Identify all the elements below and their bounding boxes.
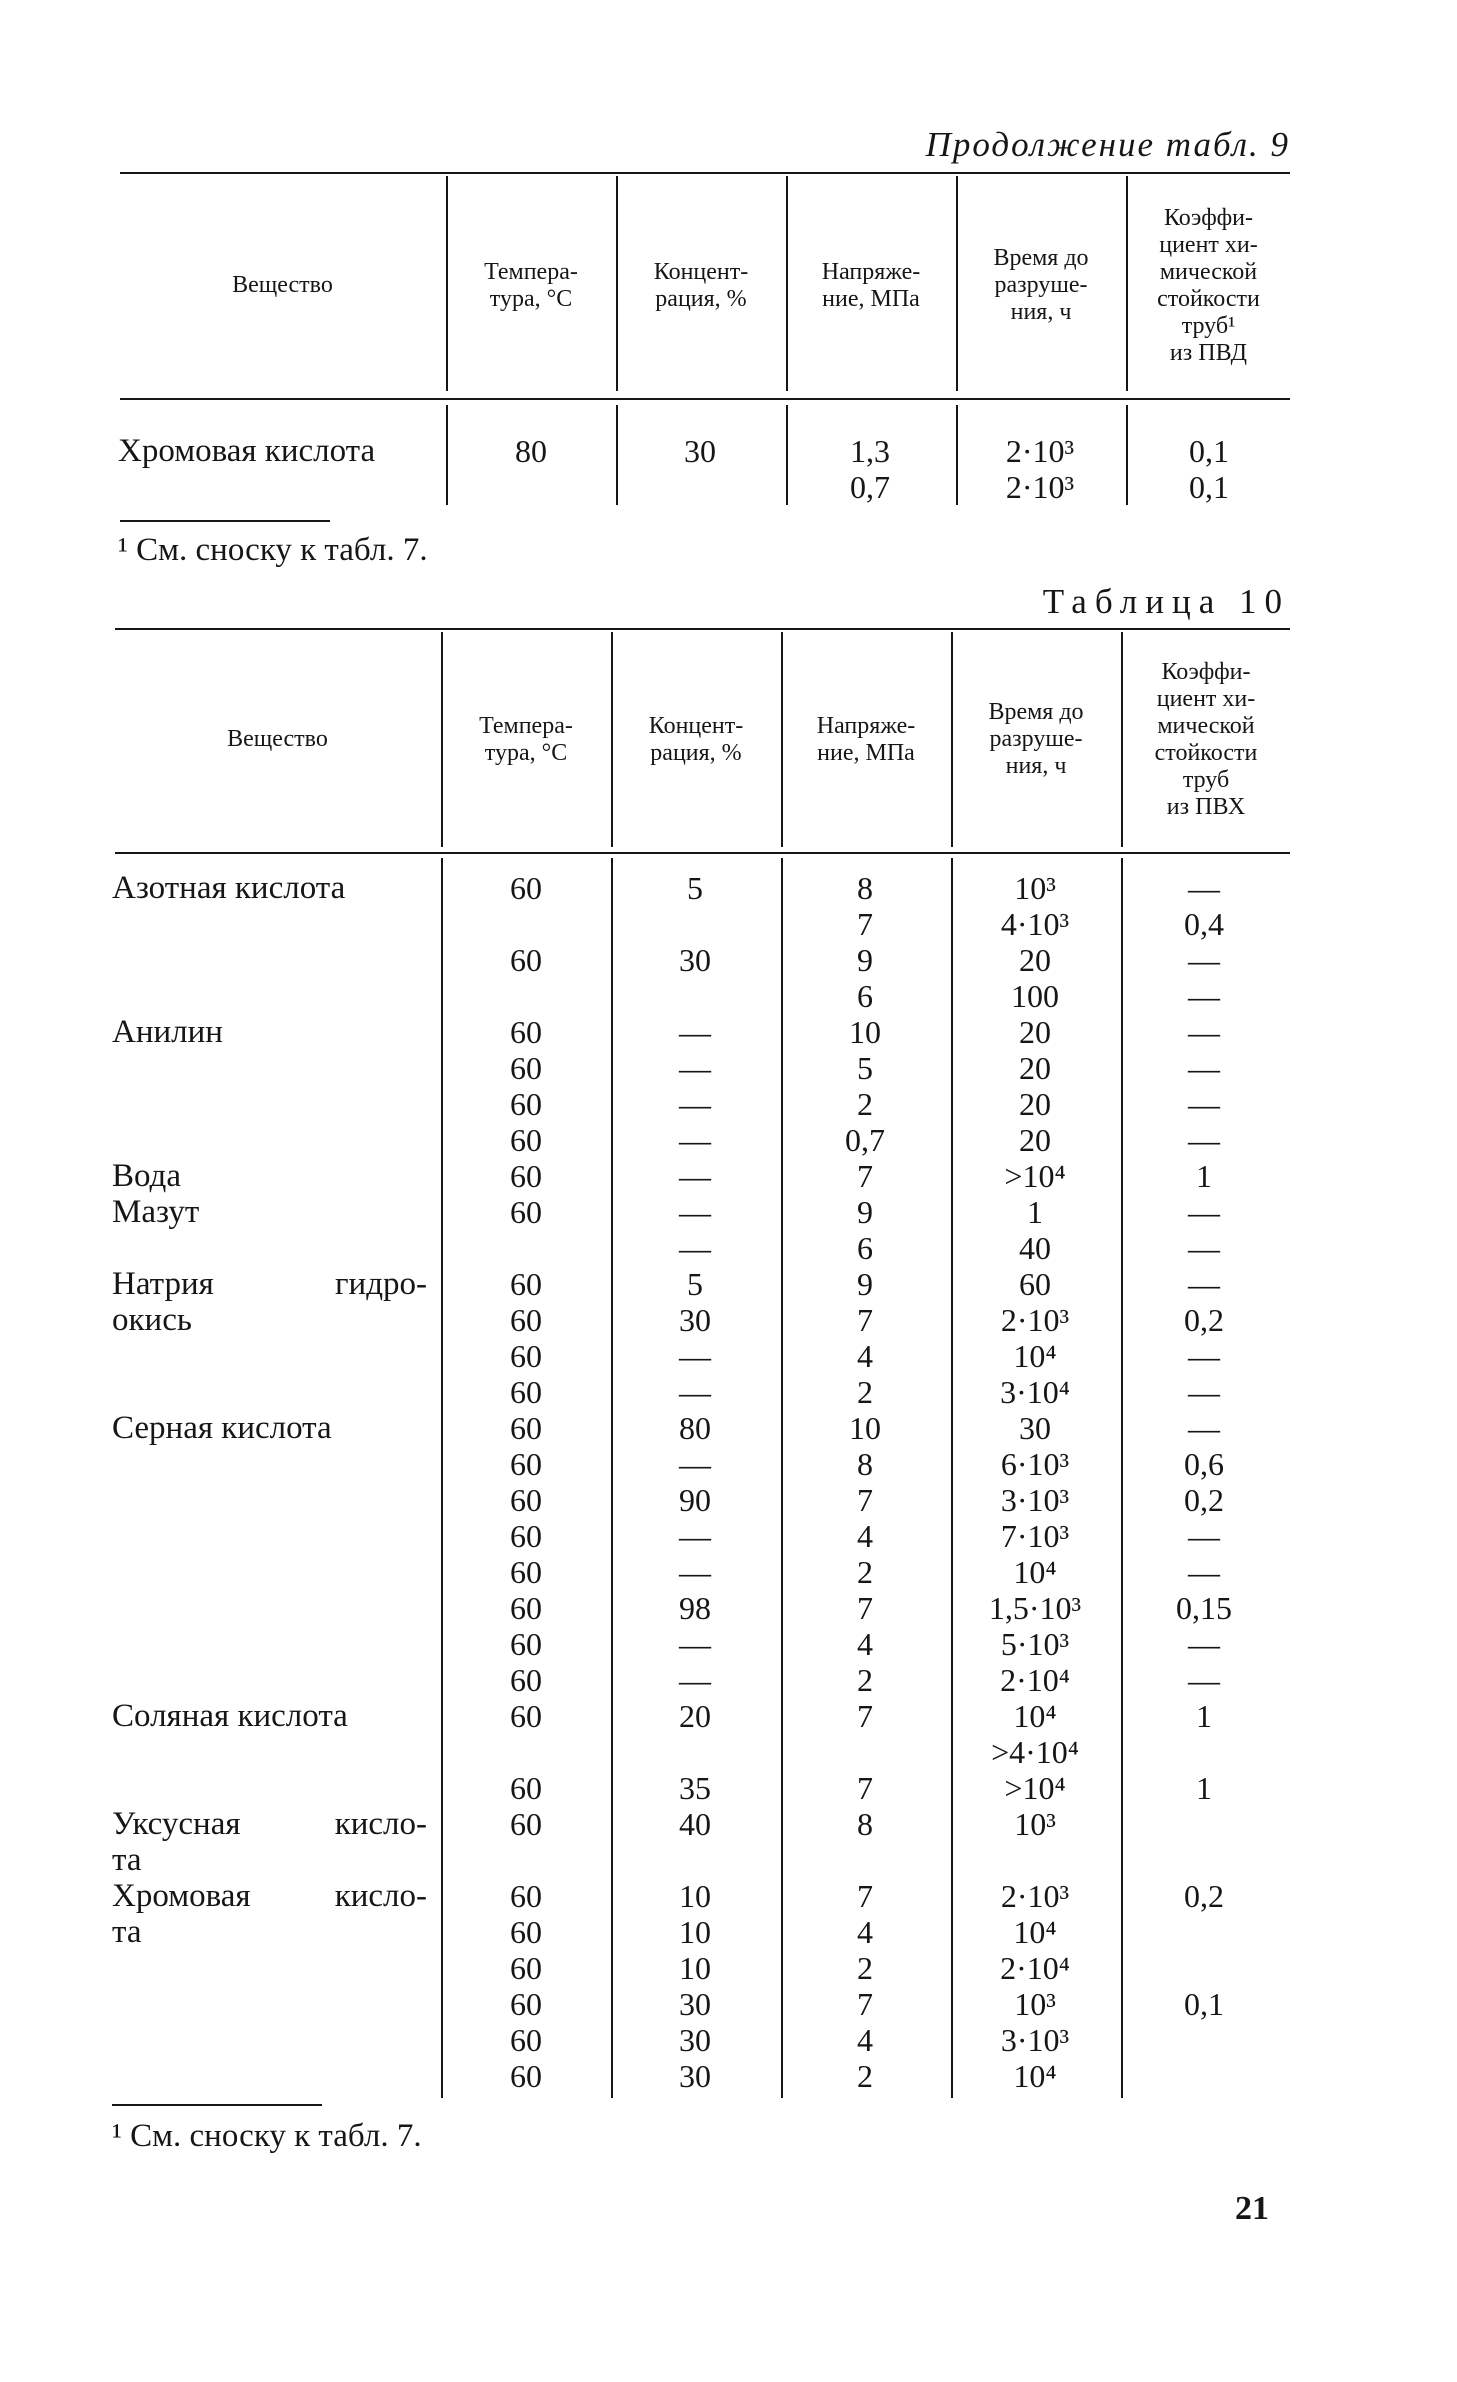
table10-cell-temperature: 60 [510,941,542,978]
table10-cell-coefficient: — [1188,1121,1220,1158]
substance-name: Мазут [112,1194,200,1230]
table9-top-rule [120,172,1290,174]
table10-header-divider [1121,632,1123,847]
table10-header-divider [951,632,953,847]
table10-cell-stress: 2 [857,1661,873,1698]
table-row [442,1590,1288,1626]
table10-cell-concentration: 90 [679,1481,711,1518]
table10-cell-temperature: 60 [510,1265,542,1302]
table10-cell-temperature: 60 [510,1121,542,1158]
footnote9-rule [120,520,330,522]
table9-header-divider [446,176,448,391]
table10-cell-time: 20 [1019,1013,1051,1050]
substance-name: Анилин [112,1014,223,1050]
table10-cell-coefficient: 0,4 [1184,905,1224,942]
table10-cell-time: 20 [1019,1049,1051,1086]
table10-cell-time: 60 [1019,1265,1051,1302]
table10-cell-time: 40 [1019,1229,1051,1266]
table10-cell-stress: 7 [857,1481,873,1518]
table10-cell-time: 10³ [1014,869,1056,906]
table9-header-concentration: Концент- рация, % [653,258,749,312]
table10-cell-stress: 0,7 [845,1121,885,1158]
table10-cell-time: 2·10⁴ [1000,1949,1070,1986]
table10-cell-concentration: 98 [679,1589,711,1626]
table10-cell-coefficient: — [1188,1409,1220,1446]
table10-cell-time: >10⁴ [1004,1157,1066,1194]
table10-cell-time: 3·10⁴ [1000,1373,1070,1410]
table10-cell-time: 2·10³ [1000,1301,1070,1338]
table10-header-stress: Напряже- ние, МПа [816,712,916,766]
table10-cell-stress: 4 [857,2021,873,2058]
table10-cell-time: 2·10³ [1000,1877,1070,1914]
table10-cell-coefficient: 0,1 [1184,1985,1224,2022]
table9-cell-time: 2·10³ [1005,432,1075,469]
table10-cell-concentration: 10 [679,1913,711,1950]
table10-cell-stress: 7 [857,1769,873,1806]
table10-cell-temperature: 60 [510,1661,542,1698]
table10-cell-time: 3·10³ [1000,1481,1070,1518]
substance-name: Натрия гидро- окись [112,1266,427,1338]
table10-cell-time: 5·10³ [1000,1625,1070,1662]
table10-top-rule [115,628,1290,630]
table10-cell-temperature: 60 [510,2021,542,2058]
page-number: 21 [1235,2190,1269,2227]
table10-cell-coefficient: — [1188,1625,1220,1662]
table10-cell-stress: 10 [849,1409,881,1446]
table10-cell-time: 20 [1019,941,1051,978]
table10-cell-temperature: 60 [510,1589,542,1626]
continuation-title: Продолжение табл. 9 [925,125,1290,164]
table10-cell-temperature: 60 [510,1949,542,1986]
table10-header-concentration: Концент- рация, % [648,712,744,766]
table10-cell-coefficient: — [1188,1229,1220,1266]
table10-cell-concentration: 20 [679,1697,711,1734]
table-row [442,1878,1288,1914]
table10-cell-temperature: 60 [510,1481,542,1518]
table10-cell-stress: 7 [857,1877,873,1914]
table10-cell-concentration: 5 [687,1265,703,1302]
table10-cell-time: 1,5·10³ [988,1589,1082,1626]
table-row [442,1482,1288,1518]
table10-cell-stress: 8 [857,1445,873,1482]
table10-cell-concentration: 40 [679,1805,711,1842]
table10-header-divider [611,632,613,847]
table-row [442,1050,1288,1086]
table10-cell-stress: 4 [857,1913,873,1950]
table10-cell-concentration: — [679,1049,711,1086]
table10-cell-coefficient: 1 [1196,1769,1212,1806]
table-row [442,1338,1288,1374]
table10-cell-stress: 6 [857,1229,873,1266]
table10-cell-concentration: 80 [679,1409,711,1446]
table10-cell-stress: 4 [857,1337,873,1374]
table10-cell-stress: 7 [857,1157,873,1194]
table10-cell-temperature: 60 [510,1625,542,1662]
table10-cell-coefficient: 0,6 [1184,1445,1224,1482]
table9-cell-concentration: 30 [684,432,716,469]
table10-cell-coefficient: — [1188,1193,1220,1230]
table10-cell-temperature: 60 [510,1445,542,1482]
table10-cell-coefficient: 0,15 [1176,1589,1232,1626]
table10-cell-concentration: — [679,1445,711,1482]
table-row [442,870,1288,906]
table-row [442,1950,1288,1986]
table10-cell-stress: 5 [857,1049,873,1086]
table10-cell-stress: 4 [857,1625,873,1662]
table10-cell-time: 3·10³ [1000,2021,1070,2058]
table-row [447,469,1293,505]
table10-cell-time: >10⁴ [1004,1769,1066,1806]
table10-cell-time: 100 [1011,977,1059,1014]
table10-cell-concentration: — [679,1517,711,1554]
table10-cell-time: 10³ [1014,1985,1056,2022]
table10-cell-time: 2·10⁴ [1000,1661,1070,1698]
substance-name: Вода [112,1158,181,1194]
table10-cell-time: >4·10⁴ [991,1733,1079,1770]
table10-cell-time: 10³ [1014,1805,1056,1842]
table10-cell-temperature: 60 [510,1157,542,1194]
table10-cell-temperature: 60 [510,1769,542,1806]
table9-substance: Хромовая кислота [118,433,376,469]
table9-header-temperature: Темпера- тура, °С [484,258,578,312]
table10-cell-temperature: 60 [510,1049,542,1086]
table10-cell-coefficient: 1 [1196,1157,1212,1194]
table-row [442,2022,1288,2058]
table10-cell-stress: 8 [857,869,873,906]
table10-cell-stress: 6 [857,977,873,1014]
table-row [442,1086,1288,1122]
table10-header-rule [115,852,1290,854]
table10-cell-stress: 2 [857,1085,873,1122]
table10-cell-concentration: — [679,1625,711,1662]
table10-header-substance: Вещество [227,726,328,752]
table10-cell-concentration: — [679,1553,711,1590]
table-row [442,1698,1288,1734]
table10-cell-stress: 7 [857,1589,873,1626]
table10-body [442,870,1288,2094]
table10-cell-coefficient: 1 [1196,1697,1212,1734]
table10-cell-temperature: 60 [510,1985,542,2022]
table10-cell-temperature: 60 [510,1697,542,1734]
table-row [442,942,1288,978]
table-row [442,1230,1288,1266]
table10-cell-time: 4·10³ [1000,905,1070,942]
table-row [442,1122,1288,1158]
table10-cell-time: 10⁴ [1013,1697,1057,1734]
table9-header-time: Время до разруше- ния, ч [993,245,1089,325]
table10-cell-stress: 7 [857,1985,873,2022]
table10-cell-coefficient: — [1188,977,1220,1014]
table10-cell-stress: 10 [849,1013,881,1050]
table10-cell-stress: 4 [857,1517,873,1554]
table9-cell-coefficient: 0,1 [1189,432,1229,469]
table9-cell-temperature: 80 [515,432,547,469]
table10-cell-stress: 9 [857,1193,873,1230]
table10-cell-stress: 2 [857,2057,873,2094]
table9-header-substance: Вещество [232,272,333,298]
table10-cell-concentration: — [679,1661,711,1698]
table10-cell-temperature: 60 [510,1805,542,1842]
table10-cell-concentration: 35 [679,1769,711,1806]
table10-cell-coefficient: 0,2 [1184,1481,1224,1518]
footnote10: ¹ См. сноску к табл. 7. [112,2118,422,2154]
table10-cell-time: 10⁴ [1013,1913,1057,1950]
table10-cell-temperature: 60 [510,2057,542,2094]
table10-cell-coefficient: — [1188,1265,1220,1302]
table-row [442,1806,1288,1842]
table10-cell-concentration: 30 [679,1985,711,2022]
table10-header-coefficient: Коэффи- циент хи- мической стойкости труб из ПВХ [1154,658,1258,820]
table10-cell-temperature: 60 [510,1193,542,1230]
table-row [442,1626,1288,1662]
table-row [447,433,1293,469]
table10-cell-coefficient: — [1188,1517,1220,1554]
table10-cell-time: 20 [1019,1085,1051,1122]
table10-cell-coefficient: 0,2 [1184,1301,1224,1338]
table10-cell-concentration: — [679,1337,711,1374]
table10-cell-time: 20 [1019,1121,1051,1158]
table10-header-divider [781,632,783,847]
table10-cell-concentration: — [679,1229,711,1266]
table10-cell-stress: 7 [857,905,873,942]
table10-cell-concentration: — [679,1085,711,1122]
table10-cell-coefficient: — [1188,1337,1220,1374]
table-row [442,1410,1288,1446]
table10-cell-temperature: 60 [510,869,542,906]
table10-cell-stress: 2 [857,1373,873,1410]
table10-cell-concentration: — [679,1193,711,1230]
table-row [442,978,1288,1014]
table10-cell-time: 6·10³ [1000,1445,1070,1482]
table10-cell-temperature: 60 [510,1553,542,1590]
table10-cell-concentration: 5 [687,869,703,906]
table9-header-stress: Напряже- ние, МПа [821,258,921,312]
table-row [442,1734,1288,1770]
table10-cell-concentration: — [679,1121,711,1158]
table10-cell-temperature: 60 [510,1013,542,1050]
table10-cell-stress: 7 [857,1301,873,1338]
footnote10-rule [112,2104,322,2106]
footnote9: ¹ См. сноску к табл. 7. [118,532,428,568]
substance-name: Соляная кислота [112,1698,348,1734]
table-row [442,1266,1288,1302]
table9-cell-time: 2·10³ [1005,468,1075,505]
table10-cell-time: 1 [1027,1193,1043,1230]
table10-cell-concentration: 30 [679,941,711,978]
table9-cell-stress: 1,3 [850,432,890,469]
table10-cell-coefficient: — [1188,869,1220,906]
table9-header-divider [956,176,958,391]
table9-header-divider [1126,176,1128,391]
table-row [442,1662,1288,1698]
table10-cell-temperature: 60 [510,1085,542,1122]
table10-cell-time: 7·10³ [1000,1517,1070,1554]
table-row [442,1554,1288,1590]
table10-cell-temperature: 60 [510,1913,542,1950]
table10-cell-temperature: 60 [510,1301,542,1338]
table10-cell-concentration: 30 [679,2021,711,2058]
table9-cell-stress: 0,7 [850,468,890,505]
table10-cell-stress: 7 [857,1697,873,1734]
substance-name: Уксусная кисло- та [112,1806,427,1878]
table10-cell-temperature: 60 [510,1517,542,1554]
table10-cell-coefficient: 0,2 [1184,1877,1224,1914]
table10-cell-coefficient: — [1188,1661,1220,1698]
table10-cell-coefficient: — [1188,941,1220,978]
table-row [442,1158,1288,1194]
table10-cell-stress: 8 [857,1805,873,1842]
table-row [442,1302,1288,1338]
table9-header-coefficient: Коэффи- циент хи- мической стойкости труб¹ из ПВД [1157,204,1260,366]
table10-cell-temperature: 60 [510,1373,542,1410]
table-row [442,1446,1288,1482]
table10-header-time: Время до разруше- ния, ч [988,699,1084,779]
table9-cell-coefficient: 0,1 [1189,468,1229,505]
table9-header-divider [616,176,618,391]
table10-cell-concentration: — [679,1157,711,1194]
table-row [442,906,1288,942]
table10-cell-coefficient: — [1188,1049,1220,1086]
substance-name: Серная кислота [112,1410,332,1446]
table-row [442,2058,1288,2094]
table10-cell-temperature: 60 [510,1409,542,1446]
table-row [442,1518,1288,1554]
table10-cell-concentration: — [679,1013,711,1050]
table-row [442,1194,1288,1230]
table9-body [447,433,1293,505]
table10-cell-temperature: 60 [510,1337,542,1374]
table-row [442,1914,1288,1950]
table10-cell-time: 30 [1019,1409,1051,1446]
table-row [442,1842,1288,1878]
table10-cell-stress: 2 [857,1553,873,1590]
table-row [442,1374,1288,1410]
substance-name: Хромовая кисло- та [112,1878,427,1950]
table10-cell-concentration: 30 [679,2057,711,2094]
table10-cell-concentration: 10 [679,1877,711,1914]
table10-header-temperature: Темпера- тура, °С [479,712,573,766]
table10-cell-coefficient: — [1188,1373,1220,1410]
table10-cell-concentration: 10 [679,1949,711,1986]
table10-cell-stress: 2 [857,1949,873,1986]
table10-cell-coefficient: — [1188,1085,1220,1122]
table-row [442,1014,1288,1050]
table9-header-rule [120,398,1290,400]
table10-cell-concentration: — [679,1373,711,1410]
table10-cell-coefficient: — [1188,1553,1220,1590]
table10-cell-stress: 9 [857,941,873,978]
table10-title: Таблица 10 [1042,582,1290,621]
table9-header-divider [786,176,788,391]
table10-cell-temperature: 60 [510,1877,542,1914]
table10-cell-time: 10⁴ [1013,1553,1057,1590]
table10-cell-time: 10⁴ [1013,2057,1057,2094]
table10-cell-time: 10⁴ [1013,1337,1057,1374]
table-row [442,1986,1288,2022]
table10-cell-coefficient: — [1188,1013,1220,1050]
table10-cell-stress: 9 [857,1265,873,1302]
table10-header-divider [441,632,443,847]
table-row [442,1770,1288,1806]
table10-cell-concentration: 30 [679,1301,711,1338]
substance-name: Азотная кислота [112,870,346,906]
